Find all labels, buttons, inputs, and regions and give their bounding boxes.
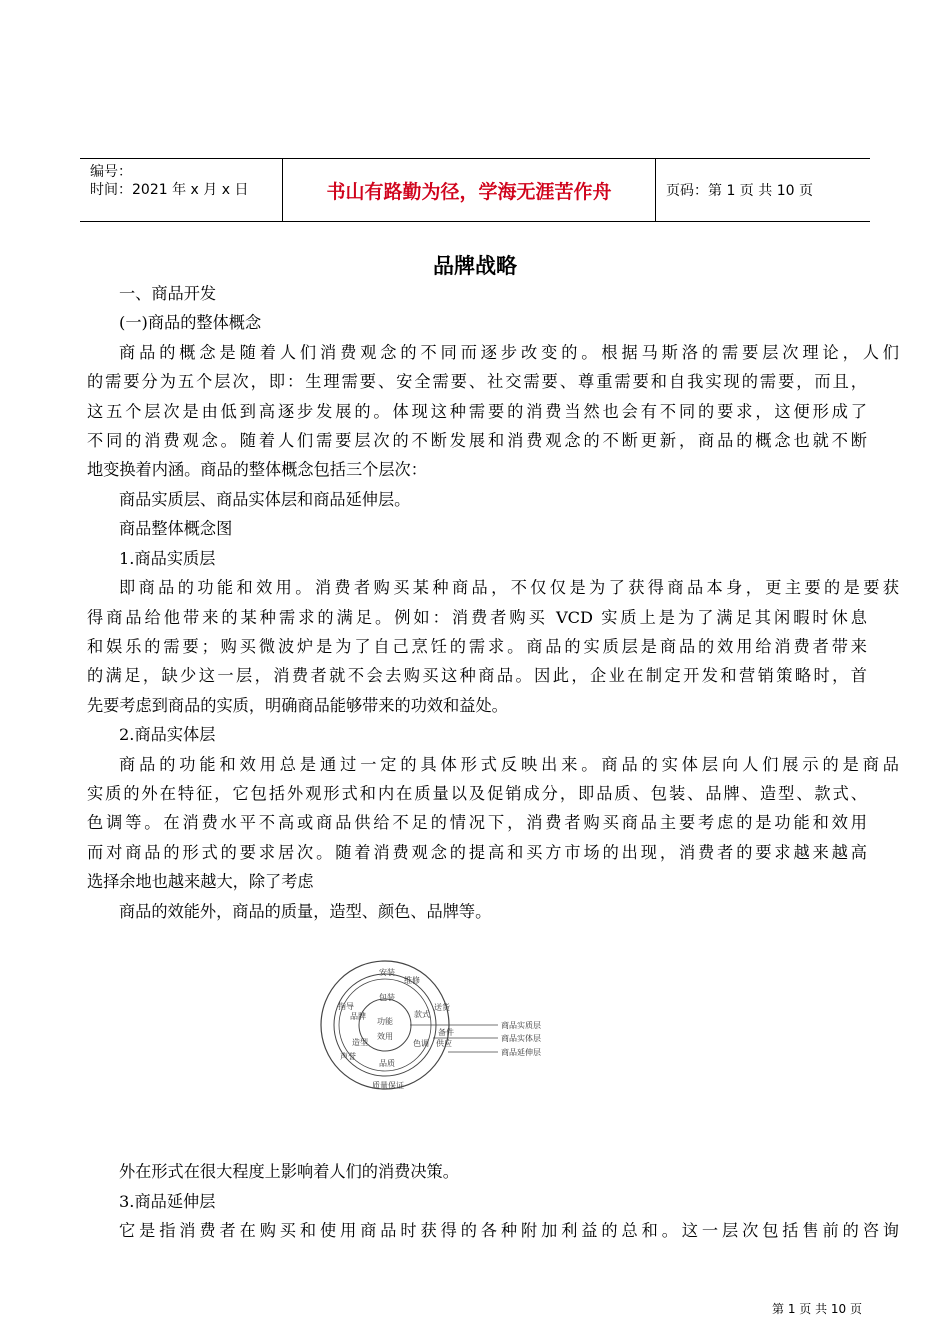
core-label: 功能 bbox=[377, 1017, 393, 1026]
paragraph-line: 商品的概念是随着人们消费观念的不同而逐步改变的。根据马斯洛的需要层次理论，人们 bbox=[119, 343, 899, 362]
core-label: 效用 bbox=[377, 1032, 393, 1041]
subheading: 2.商品实体层 bbox=[119, 725, 216, 744]
header-left-cell bbox=[80, 159, 283, 221]
subheading: 1.商品实质层 bbox=[119, 549, 216, 568]
middle-label: 款式 bbox=[414, 1010, 430, 1019]
middle-label: 色调 bbox=[413, 1039, 429, 1048]
paragraph-line: 的满足，缺少这一层，消费者就不会去购买这种商品。因此，企业在制定开发和营销策略时，首 bbox=[87, 666, 867, 685]
paragraph-line: 地变换着内涵。商品的整体概念包括三个层次： bbox=[87, 460, 427, 479]
outer-label: 送货 bbox=[434, 1003, 450, 1012]
paragraph-line: 它是指消费者在购买和使用商品时获得的各种附加利益的总和。这一层次包括售前的咨询 bbox=[119, 1221, 899, 1240]
outer-label: 安装 bbox=[379, 968, 395, 977]
extra-label: 供应 bbox=[436, 1039, 452, 1048]
paragraph-line: 选择余地也越来越大，除了考虑 bbox=[87, 872, 314, 891]
outer-label: 指导 bbox=[338, 1002, 354, 1011]
middle-label: 包装 bbox=[379, 993, 395, 1002]
extra-label: 备件 bbox=[438, 1028, 454, 1037]
paragraph-line: 而对商品的形式的要求居次。随着消费观念的提高和买方市场的出现，消费者的要求越来越高 bbox=[87, 843, 867, 862]
paragraph-line: 商品实质层、商品实体层和商品延伸层。 bbox=[119, 490, 411, 509]
paragraph-line: 外在形式在很大程度上影响着人们的消费决策。 bbox=[119, 1162, 459, 1181]
figure-caption: 商品整体概念图 bbox=[119, 519, 233, 538]
paragraph-line: 和娱乐的需要；购买微波炉是为了自己烹饪的需求。商品的实质层是商品的效用给消费者带来 bbox=[87, 637, 867, 656]
number-label: 编号： bbox=[90, 164, 132, 180]
paragraph-line: 实质的外在特征，它包括外观形式和内在质量以及促销成分，即品质、包装、品牌、造型、款式、 bbox=[87, 784, 867, 803]
header-center-cell bbox=[283, 159, 656, 221]
product-concept-diagram bbox=[320, 955, 570, 1095]
paragraph-line: 先要考虑到商品的实质，明确商品能够带来的功效和益处。 bbox=[87, 696, 508, 715]
header-table bbox=[80, 158, 870, 222]
paragraph-line: 即商品的功能和效用。消费者购买某种商品，不仅仅是为了获得商品本身，更主要的是要获 bbox=[119, 578, 899, 597]
section-heading: 一、商品开发 bbox=[119, 284, 217, 303]
paragraph-line: 这五个层次是由低到高逐步发展的。体现这种需要的消费当然也会有不同的要求，这便形成了 bbox=[87, 402, 867, 421]
outer-label: 维修 bbox=[404, 976, 420, 985]
subheading: 3.商品延伸层 bbox=[119, 1192, 216, 1211]
paragraph-line: 不同的消费观念。随着人们需要层次的不断发展和消费观念的不断更新，商品的概念也就不断 bbox=[87, 431, 867, 450]
paragraph-line: 色调等。在消费水平不高或商品供给不足的情况下，消费者购买商品主要考虑的是功能和效用 bbox=[87, 813, 867, 832]
motto: 书山有路勤为径，学海无涯苦作舟 bbox=[326, 180, 612, 203]
legend-label: 商品实质层 bbox=[501, 1021, 541, 1030]
outer-label: 质量保证 bbox=[372, 1081, 404, 1090]
legend-label: 商品实体层 bbox=[501, 1034, 541, 1043]
page-code: 页码：第 1 页 共 10 页 bbox=[666, 183, 813, 199]
page-footer: 第 1 页 共 10 页 bbox=[772, 1302, 862, 1316]
paragraph-line: 商品的功能和效用总是通过一定的具体形式反映出来。商品的实体层向人们展示的是商品 bbox=[119, 755, 899, 774]
outer-label: 声誉 bbox=[340, 1052, 356, 1061]
legend-label: 商品延伸层 bbox=[501, 1048, 541, 1057]
middle-label: 品牌 bbox=[350, 1012, 366, 1021]
paragraph-line: 商品的效能外，商品的质量，造型、颜色、品牌等。 bbox=[119, 902, 492, 921]
page-title: 品牌战略 bbox=[433, 254, 517, 278]
paragraph-line: 得商品给他带来的某种需求的满足。例如：消费者购买 VCD 实质上是为了满足其闲暇时休息 bbox=[87, 608, 867, 627]
time-label: 时间：2021 年 x 月 x 日 bbox=[90, 182, 249, 198]
paragraph-line: 的需要分为五个层次，即：生理需要、安全需要、社交需要、尊重需要和自我实现的需要，而且， bbox=[87, 372, 867, 391]
middle-label: 品质 bbox=[379, 1059, 395, 1068]
middle-label: 造型 bbox=[352, 1038, 368, 1047]
subsection-heading: (一)商品的整体概念 bbox=[119, 313, 262, 332]
